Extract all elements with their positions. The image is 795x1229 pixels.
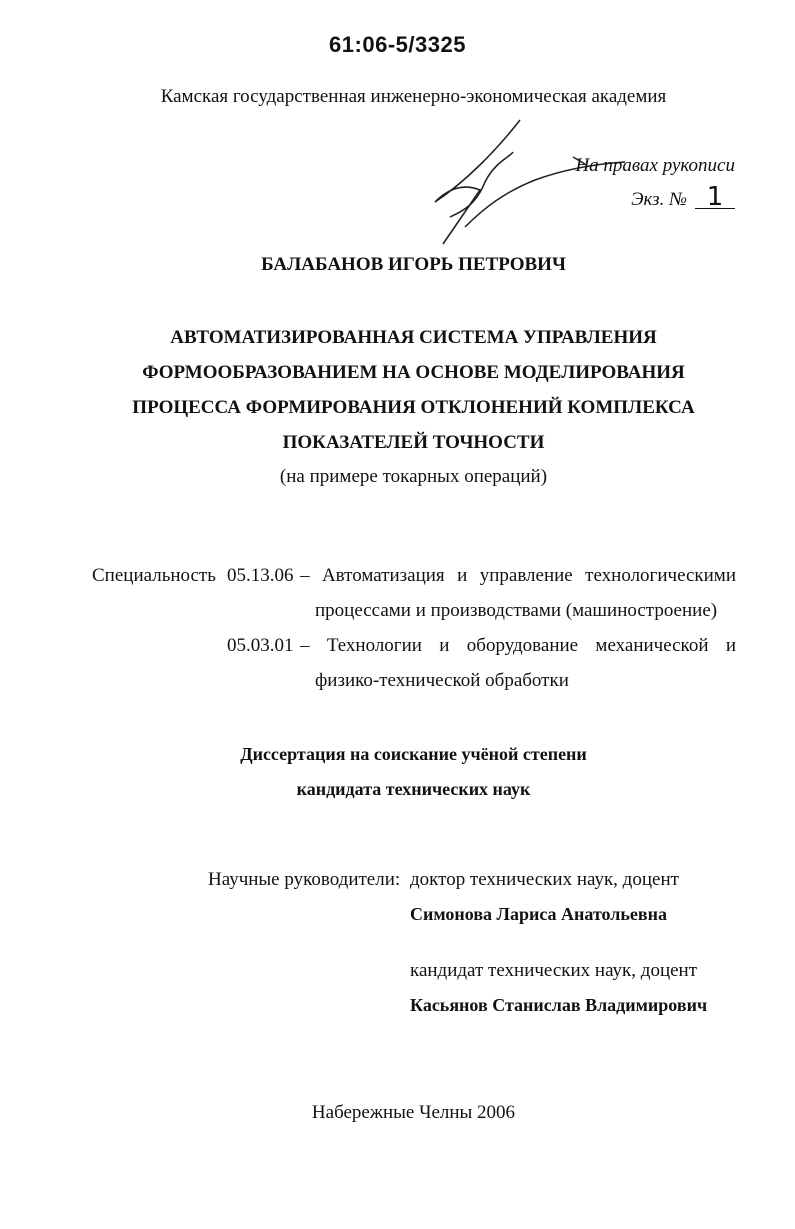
advisor-name: Касьянов Станислав Владимирович: [410, 995, 708, 1015]
title-line: АВТОМАТИЗИРОВАННАЯ СИСТЕМА УПРАВЛЕНИЯ: [170, 327, 657, 348]
specialty-description-continued: процессами и производствами (машиностроение): [315, 600, 718, 621]
title-line: ФОРМООБРАЗОВАНИЕМ НА ОСНОВЕ МОДЕЛИРОВАНИЯ: [142, 362, 685, 383]
rights-notice: На правах рукописи: [575, 155, 735, 176]
degree-statement: [0, 737, 795, 807]
advisor-name: Симонова Лариса Анатольевна: [410, 904, 668, 924]
thesis-title: [0, 320, 795, 460]
specialty-code: 05.13.06: [227, 565, 294, 586]
place-and-year: Набережные Челны 2006: [311, 1102, 516, 1123]
specialty-label: Специальность: [92, 565, 216, 586]
degree-line: Диссертация на соискание учёной степени: [240, 744, 587, 764]
advisor-degree: доктор технических наук, доцент: [410, 869, 679, 890]
specialty-code: 05.03.01: [227, 635, 294, 656]
catalog-number: 61:06-5/3325: [329, 32, 466, 57]
copy-label: Экз. №: [631, 189, 687, 210]
institution-name: Камская государственная инженерно-экономическая академия: [160, 86, 667, 107]
advisors-label: Научные руководители:: [208, 869, 401, 890]
title-line: ПОКАЗАТЕЛЕЙ ТОЧНОСТИ: [282, 432, 545, 453]
handwritten-signature: [425, 112, 645, 252]
thesis-subtitle: (на примере токарных операций): [279, 466, 548, 487]
advisor-degree: кандидат технических наук, доцент: [410, 960, 698, 981]
degree-line: кандидата технических наук: [296, 779, 531, 799]
copy-number-line: [631, 182, 735, 212]
specialty-description: – Технологии и оборудование механической и: [300, 635, 736, 656]
specialty-description-continued: физико-технической обработки: [315, 670, 569, 691]
author-name: БАЛАБАНОВ ИГОРЬ ПЕТРОВИЧ: [261, 254, 566, 275]
copy-number: 1: [695, 186, 735, 209]
title-line: ПРОЦЕССА ФОРМИРОВАНИЯ ОТКЛОНЕНИЙ КОМПЛЕКСА: [132, 397, 695, 418]
specialty-description: – Автоматизация и управление технологическими: [300, 565, 736, 586]
